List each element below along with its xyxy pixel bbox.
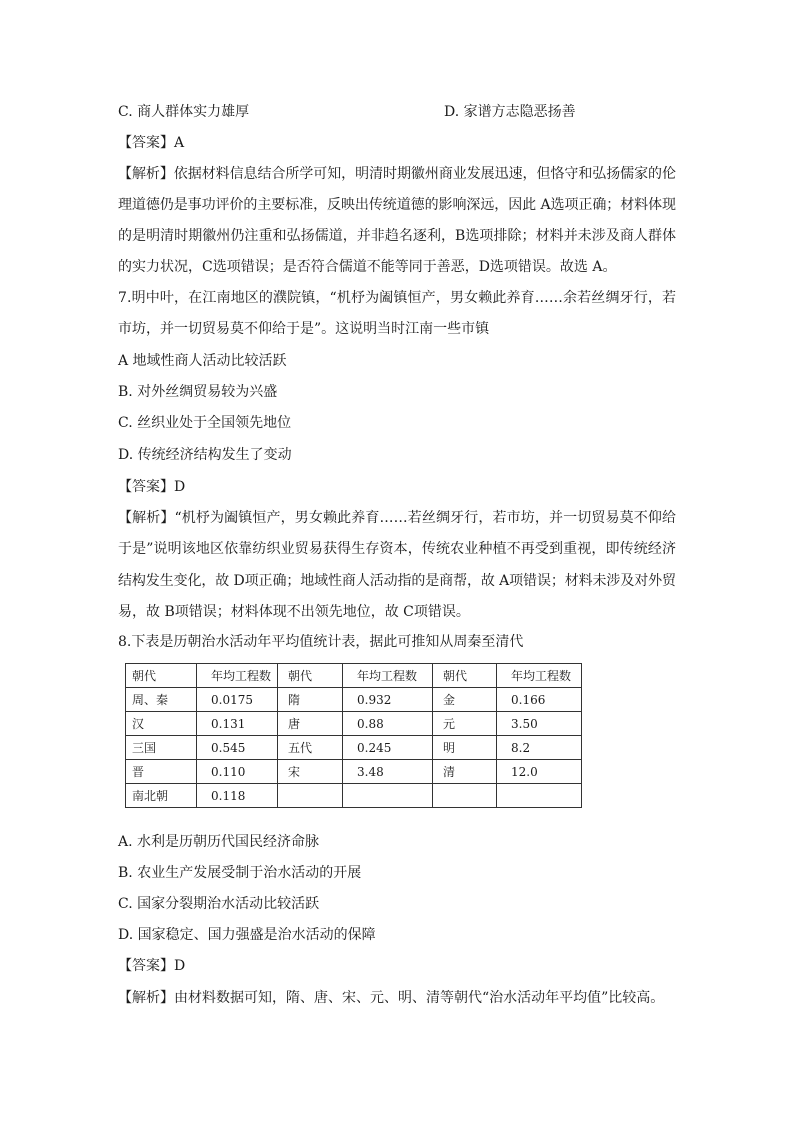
table-cell: 0.118 [197,784,278,808]
table-row [126,784,582,808]
table-cell [278,784,343,808]
table-row [126,736,582,760]
q6-option-d: D. 家谱方志隐恶扬善 [444,104,576,120]
table-header-row [126,664,582,688]
header-cell: 年均工程数 [197,664,278,688]
q7-option-a: A 地域性商人活动比较活跃 [118,353,287,369]
q6-analysis-line: 的实力状况，C选项错误；是否符合儒道不能等同于善恶，D选项错误。故选 A。 [118,259,617,275]
table-cell: 3.50 [497,712,582,736]
table-cell [343,784,433,808]
table-cell: 0.88 [343,712,433,736]
q7-option-b: B. 对外丝绸贸易较为兴盛 [118,384,278,400]
header-cell: 朝代 [433,664,497,688]
table-cell: 0.110 [197,760,278,784]
table-cell: 宋 [278,760,343,784]
q8-data-table [125,663,582,808]
table-cell: 隋 [278,688,343,712]
q7-analysis-line: 结构发生变化，故 D项正确；地域性商人活动指的是商帮，故 A项错误；材料未涉及对外贸 [118,573,676,589]
q6-analysis-line: 的是明清时期徽州仍注重和弘扬儒道，并非趋名逐利，B选项排除；材料并未涉及商人群体 [118,228,677,244]
q6-analysis-line: 【解析】依据材料信息结合所学可知，明清时期徽州商业发展迅速，但恪守和弘扬儒家的伦 [118,166,676,182]
q8-option-b: B. 农业生产发展受制于治水活动的开展 [118,865,362,881]
q6-answer: 【答案】A [118,135,185,151]
table-cell: 南北朝 [126,784,197,808]
table-cell: 晋 [126,760,197,784]
table-row [126,760,582,784]
table-cell [433,784,497,808]
table-cell: 0.0175 [197,688,278,712]
table-cell: 唐 [278,712,343,736]
table-cell: 周、秦 [126,688,197,712]
header-cell: 年均工程数 [343,664,433,688]
table-cell: 三国 [126,736,197,760]
q6-option-c: C. 商人群体实力雄厚 [118,104,250,120]
q7-stem-line: 市坊，并一切贸易莫不仰给于是”。这说明当时江南一些市镇 [118,321,490,337]
header-cell: 朝代 [126,664,197,688]
table-cell: 0.545 [197,736,278,760]
table-cell: 12.0 [497,760,582,784]
table-cell: 8.2 [497,736,582,760]
q8-answer: 【答案】D [118,958,186,974]
q8-stem: 8.下表是历朝治水活动年平均值统计表，据此可推知从周秦至清代 [118,634,524,650]
table-row [126,712,582,736]
q6-analysis-line: 理道德仍是事功评价的主要标准，反映出传统道德的影响深远，因此 A选项正确；材料体现 [118,197,676,213]
table-cell: 清 [433,760,497,784]
q7-option-c: C. 丝织业处于全国领先地位 [118,415,292,431]
table-cell: 0.932 [343,688,433,712]
table-cell: 金 [433,688,497,712]
table-cell: 明 [433,736,497,760]
table-cell: 3.48 [343,760,433,784]
q7-analysis-line: 易，故 B项错误；材料体现不出领先地位，故 C项错误。 [118,604,470,620]
table-cell: 五代 [278,736,343,760]
q7-stem-line: 7.明中叶，在江南地区的濮院镇，“机杼为阖镇恒产，男女赖此养育……余若丝绸牙行，若 [118,290,677,306]
table-cell: 0.166 [497,688,582,712]
q7-analysis-line: 【解析】“机杼为阖镇恒产，男女赖此养育……若丝绸牙行，若市坊，并一切贸易莫不仰给 [118,510,677,526]
q8-analysis-line: 【解析】由材料数据可知，隋、唐、宋、元、明、清等朝代“治水活动年平均值”比较高。 [118,990,665,1006]
q7-answer: 【答案】D [118,479,186,495]
table-cell: 元 [433,712,497,736]
table-row [126,688,582,712]
header-cell: 年均工程数 [497,664,582,688]
q8-option-d: D. 国家稳定、国力强盛是治水活动的保障 [118,927,376,943]
header-cell: 朝代 [278,664,343,688]
q8-option-a: A. 水利是历朝历代国民经济命脉 [118,834,320,850]
q8-option-c: C. 国家分裂期治水活动比较活跃 [118,896,320,912]
table-cell: 汉 [126,712,197,736]
table-cell: 0.131 [197,712,278,736]
table-cell: 0.245 [343,736,433,760]
q7-option-d: D. 传统经济结构发生了变动 [118,447,292,463]
table-cell [497,784,582,808]
q7-analysis-line: 于是”说明该地区依靠纺织业贸易获得生存资本，传统农业种植不再受到重视，即传统经济 [118,541,677,557]
